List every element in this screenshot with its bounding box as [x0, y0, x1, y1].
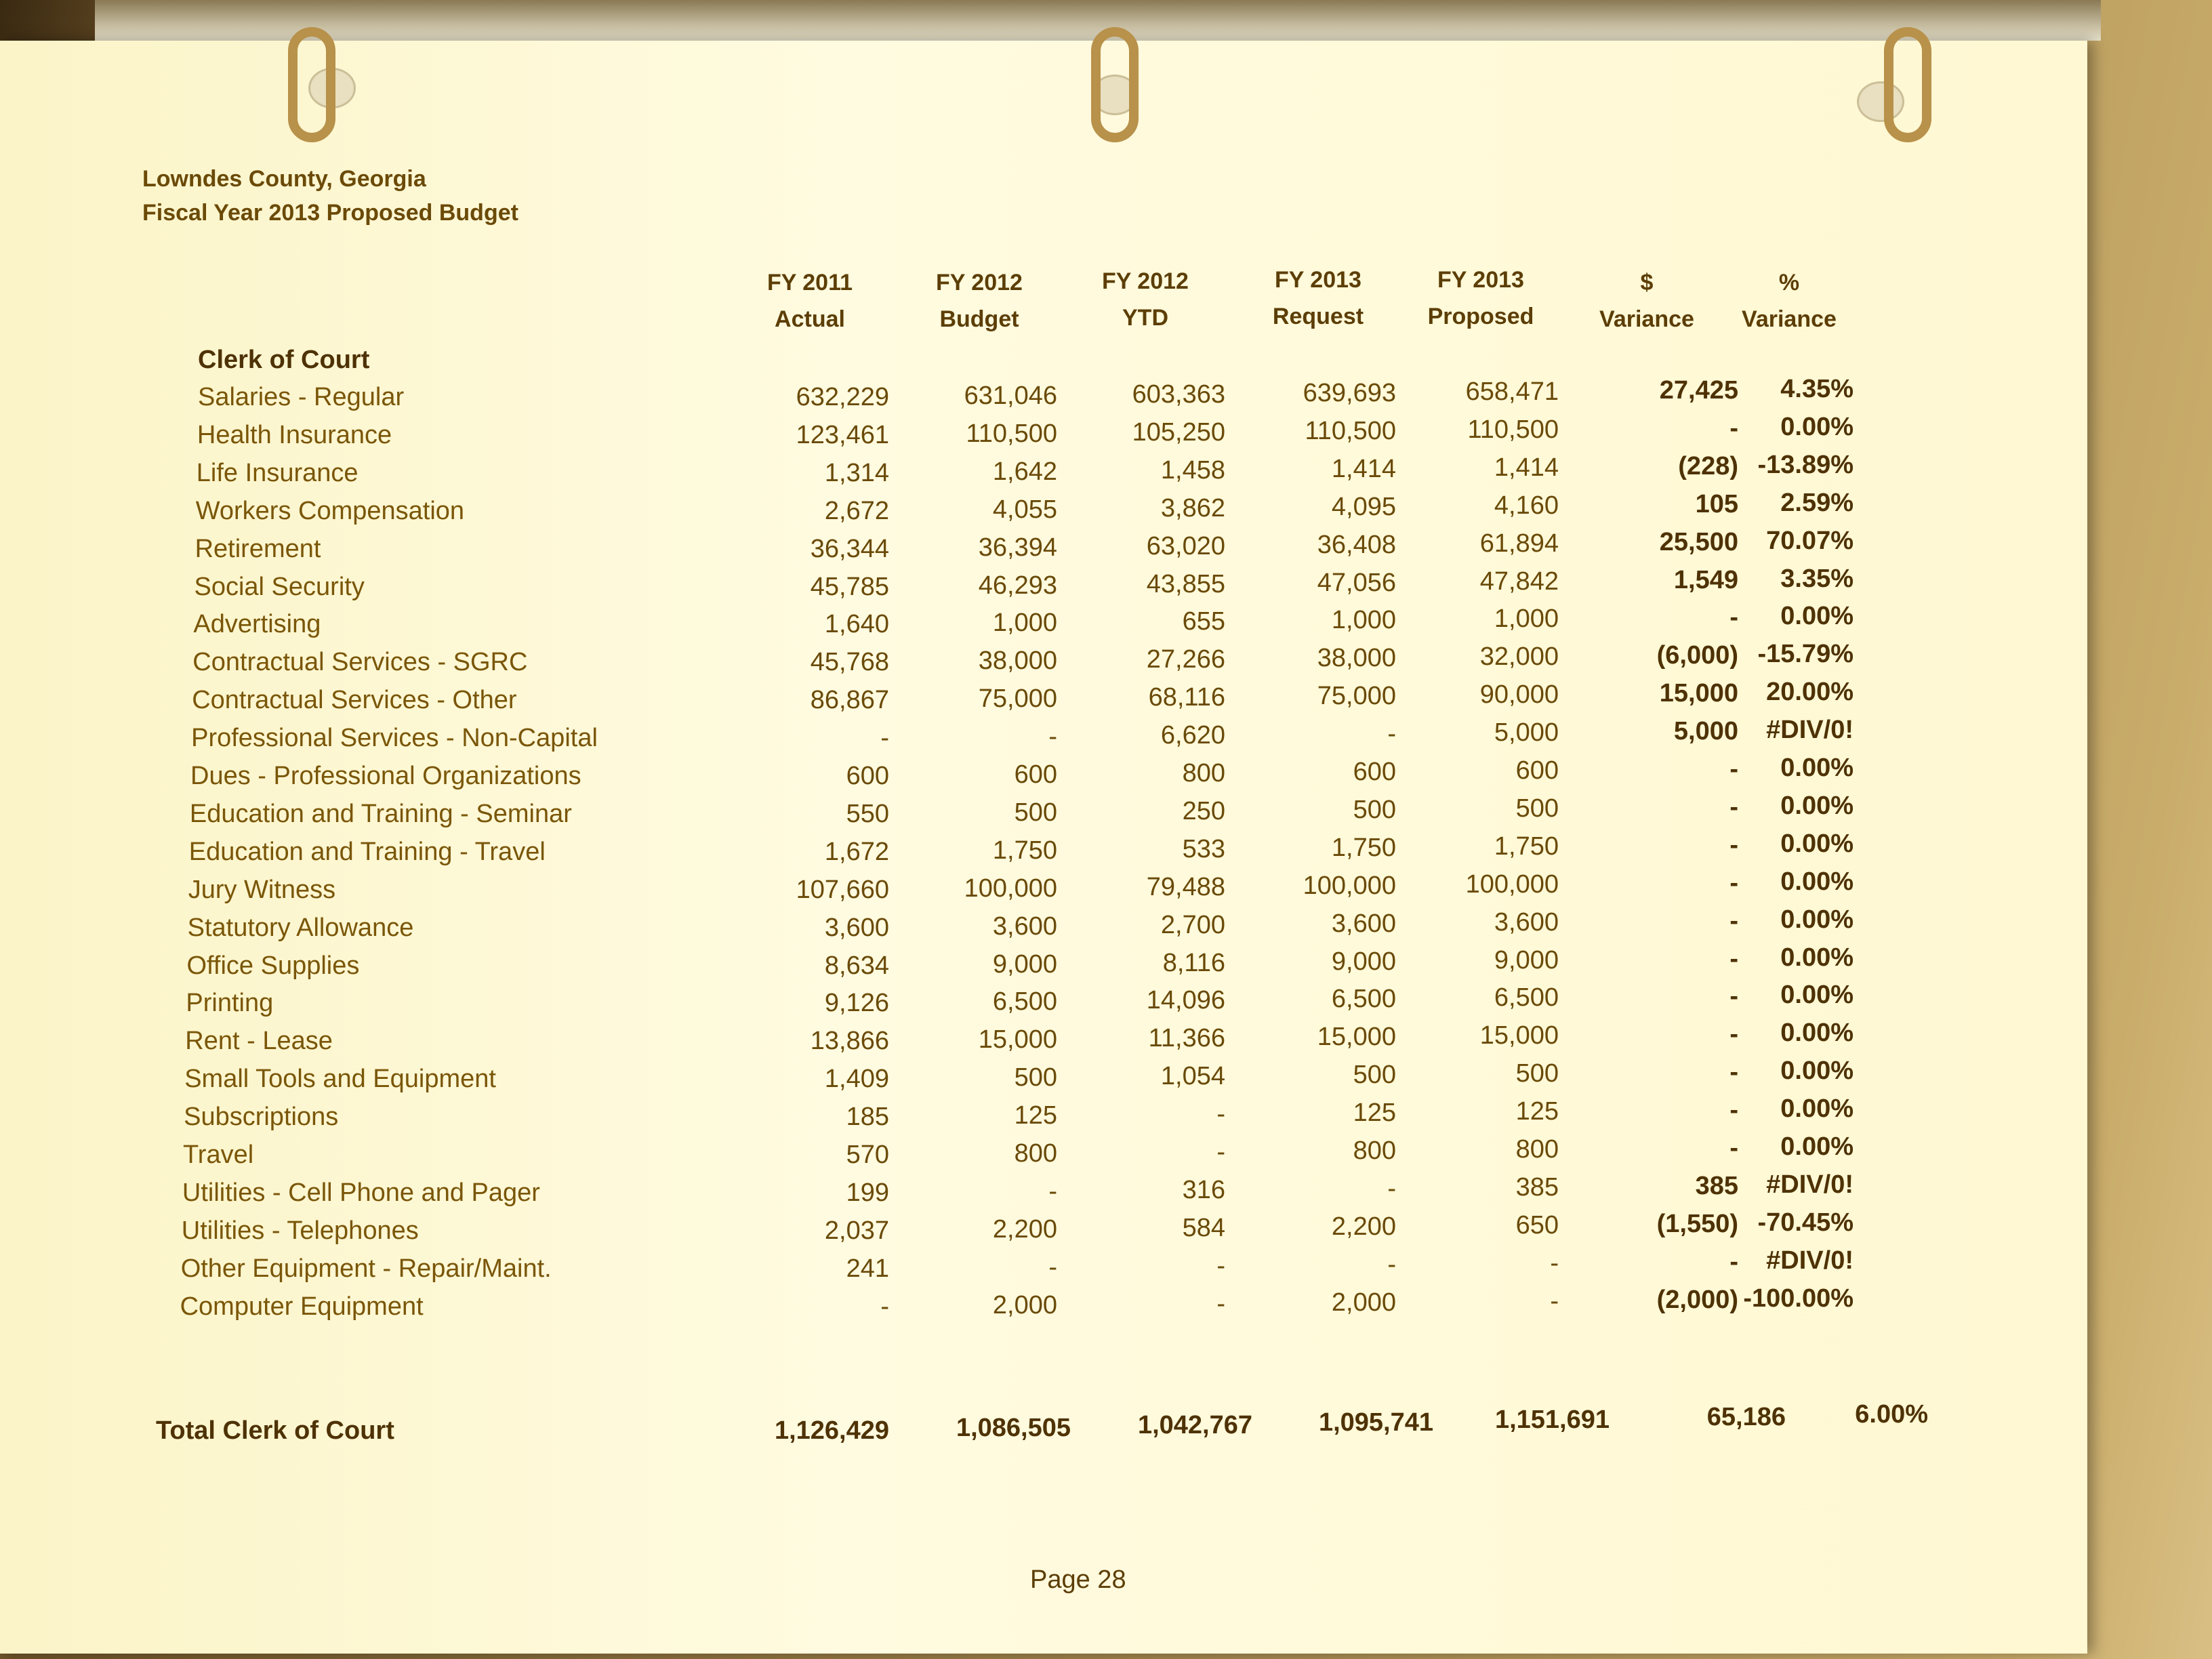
line-item-value: 500	[1014, 798, 1057, 827]
line-item-value: 100,000	[1465, 869, 1559, 899]
line-item-value: 0.00%	[1780, 754, 1853, 782]
line-item-value: 0.00%	[1780, 943, 1853, 972]
column-header-top: FY 2013	[1275, 267, 1361, 293]
line-item-value: 6,500	[1331, 985, 1396, 1014]
line-item-value: 0.00%	[1780, 602, 1853, 631]
column-header-bottom: Proposed	[1427, 304, 1534, 329]
total-value: 65,186	[1706, 1403, 1786, 1431]
line-item-value: -	[1729, 944, 1738, 973]
line-item-value: -100.00%	[1743, 1284, 1853, 1313]
line-item-value: 36,344	[810, 534, 889, 563]
column-header-bottom: Request	[1272, 304, 1364, 329]
line-item-value: -	[1729, 1020, 1738, 1049]
line-item-label: Statutory Allowance	[187, 913, 414, 942]
line-item-value: 3,600	[992, 912, 1057, 941]
line-item-value: 1,640	[824, 610, 889, 639]
line-item-label: Printing	[186, 989, 274, 1018]
line-item-value: 650	[1515, 1210, 1559, 1240]
column-header	[1399, 262, 1562, 335]
line-item-value: 5,000	[1494, 718, 1559, 747]
line-item-value: 639,693	[1303, 379, 1396, 407]
column-header	[729, 264, 891, 337]
line-item-value: (2,000)	[1656, 1285, 1738, 1314]
line-item-value: -70.45%	[1757, 1208, 1853, 1237]
line-item-value: 1,458	[1160, 455, 1225, 485]
line-item-value: 107,660	[796, 875, 889, 904]
line-item-value: 550	[846, 799, 889, 828]
line-item-label: Education and Training - Seminar	[189, 799, 572, 828]
column-header-top: FY 2011	[766, 270, 853, 295]
line-item-value: -	[1550, 1248, 1559, 1277]
line-item-value: 1,000	[1331, 606, 1396, 635]
line-item-value: 800	[1182, 759, 1225, 787]
total-value: 1,042,767	[1137, 1411, 1252, 1439]
line-item-value: 2,200	[1331, 1212, 1396, 1241]
line-item-value: 15,000	[1479, 1021, 1559, 1050]
line-item-value: 4,160	[1494, 491, 1559, 520]
line-item-value: 241	[846, 1254, 889, 1283]
line-item-value: (228)	[1678, 451, 1738, 480]
line-item-label: Computer Equipment	[180, 1292, 424, 1321]
line-item-value: 3,600	[824, 913, 889, 942]
column-header-top: FY 2012	[936, 270, 1023, 295]
line-item-value: 15,000	[1659, 679, 1738, 708]
line-item-value: -	[1550, 1286, 1559, 1315]
line-item-value: 5,000	[1673, 717, 1738, 746]
line-item-value: 2,672	[824, 496, 889, 525]
column-header-bottom: Variance	[1742, 306, 1837, 332]
column-header-bottom: Actual	[775, 306, 845, 332]
total-value: 1,126,429	[774, 1416, 889, 1445]
line-item-value: 110,500	[1305, 416, 1396, 445]
line-item-value: 105,250	[1132, 417, 1225, 447]
line-item-value: 632,229	[796, 383, 889, 411]
line-item-value: 600	[846, 762, 889, 790]
line-item-value: 20.00%	[1766, 678, 1853, 707]
line-item-value: 6,620	[1160, 721, 1225, 750]
line-item-value: 3,600	[1494, 907, 1559, 937]
line-item-label: Jury Witness	[188, 875, 336, 904]
line-item-value: 1,314	[824, 458, 889, 487]
line-item-label: Salaries - Regular	[198, 383, 405, 411]
line-item-value: 79,488	[1146, 872, 1225, 901]
line-item-value: -	[1729, 1096, 1738, 1125]
line-item-value: 533	[1182, 834, 1225, 863]
line-item-value: 2,700	[1160, 910, 1225, 939]
line-item-value: -	[1216, 1138, 1225, 1166]
budget-page	[0, 41, 2087, 1654]
line-item-value: 2,200	[992, 1214, 1057, 1244]
line-item-value: 500	[1515, 1059, 1559, 1088]
column-header	[1565, 264, 1728, 337]
line-item-value: 4,095	[1331, 492, 1396, 521]
line-item-value: 600	[1014, 760, 1057, 789]
line-item-value: 11,366	[1148, 1024, 1225, 1053]
line-item-value: -	[1387, 720, 1396, 749]
column-header	[1064, 263, 1227, 336]
line-item-value: -13.89%	[1757, 450, 1853, 479]
line-item-value: -	[1729, 1247, 1738, 1276]
line-item-value: -	[1729, 868, 1738, 897]
line-item-value: 658,471	[1465, 377, 1559, 406]
line-item-value: (1,550)	[1656, 1209, 1738, 1238]
binder-ring-middle	[1091, 27, 1139, 142]
line-item-value: 4,055	[992, 495, 1057, 524]
line-item-value: 500	[1014, 1063, 1057, 1092]
line-item-value: 110,500	[966, 419, 1057, 448]
line-item-value: -	[1729, 1134, 1738, 1162]
line-item-value: 600	[1515, 756, 1559, 785]
total-value: 1,095,741	[1318, 1408, 1433, 1437]
line-item-value: 9,000	[1494, 945, 1559, 975]
line-item-value: 25,500	[1659, 527, 1738, 556]
line-item-label: Professional Services - Non-Capital	[191, 724, 598, 753]
line-item-value: 4.35%	[1780, 375, 1853, 403]
line-item-value: 9,000	[1331, 947, 1396, 976]
column-header-bottom: YTD	[1122, 305, 1168, 331]
line-item-value: 38,000	[978, 647, 1057, 676]
line-item-value: 105	[1695, 489, 1738, 518]
line-item-value: -	[1729, 1058, 1738, 1087]
line-item-value: 125	[1014, 1101, 1057, 1130]
line-item-value: 100,000	[1303, 871, 1396, 900]
line-item-value: 46,293	[978, 571, 1057, 600]
line-item-value: 185	[846, 1103, 889, 1132]
line-item-value: 1,000	[992, 609, 1057, 638]
line-item-value: 6,500	[992, 987, 1057, 1017]
line-item-value: #DIV/0!	[1766, 1170, 1853, 1199]
line-item-value: 2.59%	[1780, 488, 1853, 517]
line-item-value: 8,634	[824, 951, 889, 980]
line-item-label: Subscriptions	[184, 1103, 339, 1132]
line-item-value: 100,000	[964, 874, 1057, 903]
line-item-value: 6,500	[1494, 983, 1559, 1012]
line-item-value: 123,461	[796, 420, 889, 449]
line-item-value: 125	[1353, 1099, 1396, 1128]
line-item-value: 800	[1353, 1136, 1396, 1165]
line-item-value: -	[1729, 792, 1738, 821]
line-item-value: 75,000	[978, 684, 1057, 714]
line-item-value: -	[880, 1292, 889, 1321]
line-item-value: 110,500	[1467, 415, 1559, 444]
line-item-value: 75,000	[1317, 682, 1396, 711]
line-item-value: 38,000	[1317, 644, 1396, 673]
line-item-value: 3,862	[1160, 493, 1225, 523]
line-item-value: 15,000	[1317, 1023, 1396, 1052]
line-item-value: 68,116	[1148, 683, 1225, 712]
line-item-value: 3.35%	[1780, 564, 1853, 593]
line-item-label: Small Tools and Equipment	[184, 1065, 496, 1094]
column-header	[1237, 262, 1399, 335]
line-item-value: 13,866	[810, 1027, 889, 1056]
line-item-value: 1,750	[992, 836, 1057, 865]
total-value: 1,086,505	[956, 1414, 1071, 1442]
line-item-value: 0.00%	[1780, 412, 1853, 441]
column-header-bottom: Variance	[1599, 306, 1694, 332]
line-item-value: -	[1729, 830, 1738, 859]
line-item-value: 47,842	[1479, 567, 1559, 596]
line-item-value: 1,000	[1494, 605, 1559, 634]
total-label: Total Clerk of Court	[156, 1416, 394, 1445]
line-item-value: 36,394	[978, 533, 1057, 562]
line-item-value: 86,867	[810, 686, 889, 715]
column-header-top: FY 2012	[1102, 268, 1189, 294]
line-item-label: Advertising	[193, 610, 321, 639]
line-item-value: 9,000	[992, 949, 1057, 979]
total-value: 6.00%	[1855, 1400, 1928, 1429]
line-item-value: 14,096	[1146, 986, 1225, 1015]
line-item-value: 0.00%	[1780, 1057, 1853, 1086]
line-item-value: 0.00%	[1780, 829, 1853, 858]
column-header-bottom: Budget	[939, 306, 1019, 332]
line-item-value: -	[1216, 1289, 1225, 1318]
line-item-value: 45,768	[810, 648, 889, 677]
line-item-value: 61,894	[1479, 529, 1559, 558]
binder-ring-right	[1884, 27, 1931, 142]
line-item-value: 2,000	[992, 1290, 1057, 1319]
line-item-value: -	[1387, 1174, 1396, 1203]
line-item-value: 1,672	[824, 837, 889, 866]
line-item-value: 800	[1515, 1135, 1559, 1164]
line-item-label: Retirement	[194, 534, 321, 563]
line-item-value: #DIV/0!	[1766, 1246, 1853, 1275]
line-item-value: #DIV/0!	[1766, 716, 1853, 745]
line-item-value: 584	[1182, 1213, 1225, 1242]
line-item-value: -	[1729, 603, 1738, 632]
column-header	[898, 264, 1061, 337]
line-item-value: 2,000	[1331, 1288, 1396, 1317]
line-item-label: Other Equipment - Repair/Maint.	[180, 1254, 552, 1283]
column-header-top: %	[1778, 270, 1800, 295]
line-item-value: 500	[1515, 794, 1559, 823]
line-item-value: 43,855	[1146, 569, 1225, 598]
line-item-value: 603,363	[1132, 380, 1225, 409]
line-item-label: Social Security	[194, 572, 365, 601]
line-item-value: 0.00%	[1780, 791, 1853, 820]
line-item-value: 631,046	[964, 382, 1057, 410]
line-item-label: Office Supplies	[186, 951, 360, 980]
line-item-label: Workers Compensation	[195, 496, 465, 525]
line-item-value: 1,549	[1673, 565, 1738, 594]
line-item-value: -	[1729, 982, 1738, 1011]
page-number: Page 28	[1030, 1565, 1126, 1594]
line-item-value: -	[1048, 1176, 1057, 1206]
line-item-value: 0.00%	[1780, 905, 1853, 934]
line-item-value: 32,000	[1479, 642, 1559, 672]
line-item-value: -	[1729, 755, 1738, 783]
line-item-value: 0.00%	[1780, 1094, 1853, 1124]
line-item-value: 1,750	[1331, 833, 1396, 862]
line-item-value: 199	[846, 1178, 889, 1207]
line-item-label: Rent - Lease	[185, 1027, 333, 1056]
line-item-value: 570	[846, 1141, 889, 1169]
line-item-value: 2,037	[824, 1216, 889, 1245]
line-item-label: Contractual Services - SGRC	[192, 648, 528, 677]
line-item-value: 1,054	[1160, 1062, 1225, 1091]
line-item-value: 63,020	[1146, 531, 1225, 560]
line-item-value: 1,409	[824, 1065, 889, 1094]
budget-title: Fiscal Year 2013 Proposed Budget	[142, 200, 518, 226]
binder-ring-left	[288, 27, 335, 142]
line-item-value: 47,056	[1317, 568, 1396, 597]
line-item-value: 0.00%	[1780, 981, 1853, 1010]
line-item-value: 27,266	[1146, 645, 1225, 674]
line-item-value: 385	[1515, 1172, 1559, 1202]
line-item-value: 70.07%	[1766, 526, 1853, 555]
line-item-label: Contractual Services - Other	[192, 686, 517, 715]
line-item-label: Education and Training - Travel	[188, 837, 546, 866]
line-item-value: 316	[1182, 1175, 1225, 1204]
line-item-value: 0.00%	[1780, 867, 1853, 896]
line-item-value: 1,750	[1494, 832, 1559, 861]
column-header-top: $	[1640, 270, 1654, 295]
total-value: 1,151,691	[1494, 1406, 1610, 1434]
county-name: Lowndes County, Georgia	[142, 166, 426, 192]
line-item-value: -	[1387, 1250, 1396, 1279]
line-item-value: 800	[1014, 1139, 1057, 1168]
line-item-value: 1,414	[1494, 453, 1559, 482]
line-item-value: 3,600	[1331, 909, 1396, 938]
line-item-value: 0.00%	[1780, 1132, 1853, 1161]
line-item-value: -	[1729, 906, 1738, 935]
line-item-label: Life Insurance	[196, 458, 359, 487]
line-item-value: 125	[1515, 1097, 1559, 1126]
line-item-value: 655	[1182, 607, 1225, 636]
line-item-label: Dues - Professional Organizations	[190, 762, 581, 790]
line-item-value: 45,785	[810, 572, 889, 601]
line-item-value: 1,414	[1331, 454, 1396, 483]
line-item-value: -15.79%	[1757, 640, 1853, 669]
line-item-value: 9,126	[824, 989, 889, 1018]
line-item-value: -	[1048, 1252, 1057, 1282]
line-item-value: 500	[1353, 795, 1396, 824]
line-item-label: Travel	[183, 1141, 254, 1169]
line-item-value: 600	[1353, 758, 1396, 786]
line-item-value: 385	[1695, 1171, 1738, 1200]
line-item-label: Utilities - Cell Phone and Pager	[182, 1178, 540, 1207]
line-item-value: -	[1216, 1100, 1225, 1129]
line-item-value: 15,000	[978, 1025, 1057, 1054]
line-item-value: 27,425	[1659, 376, 1738, 405]
line-item-value: 90,000	[1479, 680, 1559, 710]
line-item-label: Utilities - Telephones	[181, 1216, 419, 1245]
line-item-value: -	[880, 724, 889, 753]
line-item-value: 8,116	[1162, 948, 1225, 977]
line-item-value: (6,000)	[1656, 641, 1738, 670]
section-title: Clerk of Court	[198, 346, 370, 374]
line-item-value: 500	[1353, 1061, 1396, 1090]
line-item-value: 250	[1182, 796, 1225, 825]
line-item-value: -	[1048, 722, 1057, 752]
line-item-value: -	[1729, 413, 1738, 443]
line-item-value: 36,408	[1317, 530, 1396, 559]
column-header	[1708, 264, 1870, 337]
column-header-top: FY 2013	[1437, 267, 1524, 293]
line-item-value: -	[1216, 1251, 1225, 1280]
line-item-value: 1,642	[992, 457, 1057, 486]
line-item-value: 0.00%	[1780, 1019, 1853, 1048]
line-item-label: Health Insurance	[197, 420, 392, 449]
